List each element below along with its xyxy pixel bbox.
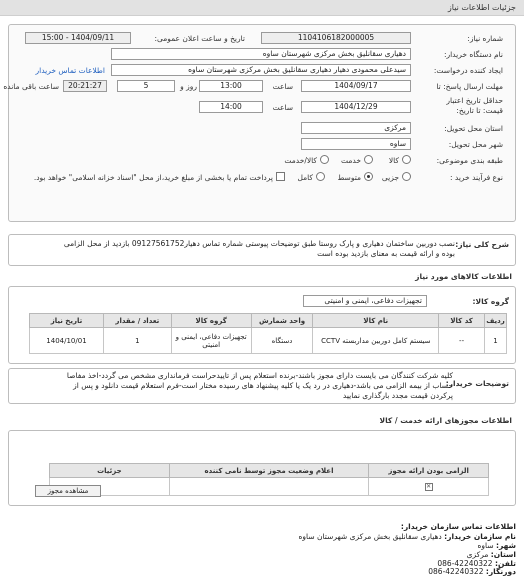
buyer-contact-link[interactable]: اطلاعات تماس خریدار — [35, 66, 105, 75]
org-province-label: استان: — [490, 550, 516, 559]
need-summary-section — [8, 234, 516, 266]
cell-code: -- — [439, 328, 485, 354]
creator-label: ایجاد کننده درخواست: — [433, 66, 503, 75]
purchase-option-full: کامل — [297, 173, 313, 182]
deadline-time-label: ساعت — [272, 82, 293, 91]
purchase-radio-full[interactable] — [316, 172, 325, 181]
creator-field: سیدعلی محمودی دهیار دهیاری سقانلیق بخش مرکزی شهرستان ساوه — [111, 64, 411, 76]
category-option-goods-service: کالا/خدمت — [284, 156, 317, 165]
org-province-value: مرکزی — [466, 550, 489, 559]
remaining-label: ساعت باقی مانده — [3, 82, 59, 91]
col-permit-required: الزامی بودن ارائه مجوز — [369, 464, 489, 478]
col-date: تاریخ نیاز — [30, 314, 104, 328]
category-radio-goods-service[interactable] — [320, 155, 329, 164]
cell-row: 1 — [485, 328, 507, 354]
deadline-date-field: 1404/09/17 — [301, 80, 411, 92]
validity-label: حداقل تاریخ اعتبار — [446, 96, 503, 105]
announce-label: تاریخ و ساعت اعلان عمومی: — [154, 34, 245, 43]
announce-field: 1404/09/11 - 15:00 — [25, 32, 131, 44]
page-header — [0, 0, 524, 16]
goods-section — [8, 286, 516, 364]
org-name-line — [298, 532, 516, 541]
view-permit-button[interactable]: مشاهده مجوز — [35, 485, 101, 497]
buyer-notes-line-2: حساب از بیمه الزامی می باشد-دهیاری در رد یک یا کلیه پیشنهاد های رسیده مختار است-فرم استعلام قیمت دانلود و پس از — [73, 381, 453, 390]
org-name-value: دهیاری سقانلیق بخش مرکزی شهرستان ساوه — [298, 532, 442, 541]
cell-date: 1404/10/01 — [30, 328, 104, 354]
goods-section-title: اطلاعات کالاهای مورد نیاز — [415, 272, 512, 281]
permit-status-cell — [169, 478, 369, 496]
cell-group: تجهیزات دفاعی، ایمنی و امنیتی — [171, 328, 251, 354]
purchase-type-label: نوع فرآیند خرید : — [449, 173, 503, 182]
category-option-service: خدمت — [341, 156, 361, 165]
cell-unit: دستگاه — [251, 328, 313, 354]
goods-table — [29, 313, 507, 354]
purchase-option-medium: متوسط — [337, 173, 361, 182]
summary-line-1: نصب دوربین ساختمان دهیاری و پارک روستا طبق توضیحات پیوستی شماره تماس دهیار09127561752 بازدید از محل الزامی — [63, 239, 455, 248]
city-field: ساوه — [301, 138, 411, 150]
col-unit: واحد شمارش — [251, 314, 313, 328]
summary-line-2: بوده و ارائه قیمت به معنای بازدید بوده است — [317, 249, 455, 258]
cell-name: سیستم کامل دوربین مداربسته CCTV — [313, 328, 439, 354]
need-number-field: 1104106182000005 — [261, 32, 411, 44]
org-name-label: نام سازمان خریدار: — [444, 532, 516, 541]
category-radio-goods[interactable] — [402, 155, 411, 164]
org-fax-line — [428, 567, 516, 576]
remaining-time-field: 20:21:27 — [63, 80, 107, 92]
permit-required-checkbox: ✕ — [426, 483, 432, 490]
permits-section — [8, 430, 516, 506]
treasury-payment-note: پرداخت تمام یا بخشی از مبلغ خرید،از محل "اسناد خزانه اسلامی" خواهد بود. — [33, 173, 273, 182]
validity-label-2: قیمت: تا تاریخ: — [456, 106, 503, 115]
goods-group-label: گروه کالا: — [472, 297, 509, 306]
col-group: گروه کالا — [171, 314, 251, 328]
purchase-radio-medium[interactable] — [364, 172, 373, 181]
col-qty: تعداد / مقدار — [103, 314, 171, 328]
category-label: طبقه بندی موضوعی: — [436, 156, 503, 165]
purchase-option-minor: جزیی — [381, 173, 399, 182]
buyer-field: دهیاری سقانلیق بخش مرکزی شهرستان ساوه — [111, 48, 411, 60]
treasury-payment-checkbox[interactable] — [276, 172, 285, 181]
col-row: ردیف — [485, 314, 507, 328]
need-number-label: شماره نیاز: — [467, 34, 503, 43]
permits-section-title: اطلاعات مجوزهای ارائه خدمت / کالا — [379, 416, 512, 425]
col-permit-details: جزئیات — [50, 464, 170, 478]
deadline-label: مهلت ارسال پاسخ: تا — [436, 82, 503, 91]
col-name: نام کالا — [313, 314, 439, 328]
validity-date-field: 1404/12/29 — [301, 101, 411, 113]
days-count-field: 5 — [117, 80, 175, 92]
cell-qty: 1 — [103, 328, 171, 354]
validity-time-label: ساعت — [272, 103, 293, 112]
col-code: کد کالا — [439, 314, 485, 328]
permits-table — [49, 463, 489, 496]
org-fax-label: دورنگار: — [485, 567, 516, 576]
need-info-panel — [3, 24, 516, 222]
table-row — [50, 478, 489, 496]
buyer-notes-section — [8, 368, 516, 404]
table-row — [30, 328, 507, 354]
col-permit-status: اعلام وضعیت مجوز توسط نامی کننده — [169, 464, 369, 478]
city-label: شهر محل تحویل: — [448, 140, 503, 149]
validity-time-field: 14:00 — [199, 101, 263, 113]
org-city-value: ساوه — [477, 541, 494, 550]
summary-label: شرح کلی نیاز: — [455, 240, 509, 249]
buyer-label: نام دستگاه خریدار: — [443, 50, 503, 59]
org-city-label: شهر: — [496, 541, 516, 550]
buyer-notes-line-1: کلیه شرکت کنندگان می بایست دارای مجوز باشند-برنده استعلام پس از تاییدحراست فرمانداری مشخص می گردد-اخذ مفاصا — [66, 371, 453, 380]
org-phone-label: تلفن: — [494, 559, 516, 568]
category-radio-service[interactable] — [364, 155, 373, 164]
org-province-line — [467, 550, 516, 559]
summary-text — [15, 239, 455, 259]
permit-required-cell — [369, 478, 489, 496]
org-phone-value: 086-42240322 — [437, 559, 493, 568]
buyer-notes-label: توضیحات خریدار: — [445, 379, 509, 388]
page-title: جزئیات اطلاعات نیاز — [447, 3, 516, 12]
deadline-time-field: 13:00 — [199, 80, 263, 92]
org-fax-value: 086-42240322 — [428, 567, 484, 576]
org-contact-title: اطلاعات تماس سازمان خریدار: — [400, 522, 516, 531]
buyer-notes-text — [13, 371, 453, 401]
purchase-radio-minor[interactable] — [402, 172, 411, 181]
org-city-line — [477, 541, 516, 550]
goods-group-field: تجهیزات دفاعی، ایمنی و امنیتی — [303, 295, 427, 307]
days-label: روز و — [180, 82, 197, 91]
province-label: استان محل تحویل: — [444, 124, 503, 133]
category-option-goods: کالا — [388, 156, 399, 165]
buyer-notes-line-3: پرکردن قیمت مجدد بارگذاری نمایید — [342, 391, 453, 400]
province-field: مرکزی — [301, 122, 411, 134]
